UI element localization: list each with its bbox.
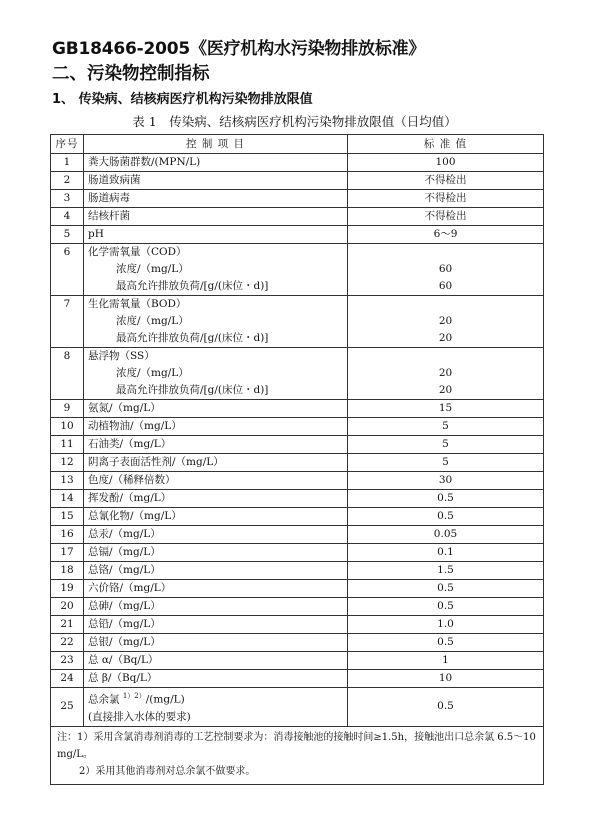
table-notes-row bbox=[51, 726, 544, 784]
item-name: 总余氯 bbox=[88, 693, 120, 706]
row-serial: 25 bbox=[51, 688, 84, 727]
row-value: 15 bbox=[348, 400, 544, 418]
row-serial: 24 bbox=[51, 670, 84, 688]
row-item: 总汞/（mg/L） bbox=[84, 526, 348, 544]
table-row bbox=[51, 436, 544, 454]
row-item: pH bbox=[84, 226, 348, 244]
note-1: 注：1）采用含氯消毒剂消毒的工艺控制要求为：消毒接触池的接触时间≥1.5h，接触池出口总余氯 6.5～10 mg/L。 bbox=[57, 731, 536, 760]
item-label: 生化需氧量（BOD） bbox=[88, 298, 187, 310]
table-row bbox=[51, 508, 544, 526]
table-row bbox=[51, 688, 544, 727]
sub-item-label: 最高允许排放负荷/[g/(床位・d)] bbox=[116, 332, 269, 344]
row-serial: 11 bbox=[51, 436, 84, 454]
sub-item-value: 60 bbox=[438, 280, 453, 292]
row-item: 总氰化物/（mg/L） bbox=[84, 508, 348, 526]
row-value: 100 bbox=[348, 154, 544, 172]
row-item: 氨氮/（mg/L） bbox=[84, 400, 348, 418]
emission-limits-table bbox=[50, 134, 544, 785]
sub-item-value: 20 bbox=[438, 315, 453, 327]
table-notes bbox=[51, 726, 544, 784]
sub-item-label: 最高允许排放负荷/[g/(床位・d)] bbox=[116, 280, 269, 292]
row-serial: 3 bbox=[51, 190, 84, 208]
row-value: 5 bbox=[348, 454, 544, 472]
table-row bbox=[51, 598, 544, 616]
row-item: 六价铬/（mg/L） bbox=[84, 580, 348, 598]
table-row bbox=[51, 296, 544, 348]
row-serial: 8 bbox=[51, 348, 84, 400]
row-item: 总镉/（mg/L） bbox=[84, 544, 348, 562]
row-value: 5 bbox=[348, 436, 544, 454]
sub-item-value: 20 bbox=[438, 367, 453, 379]
table-row bbox=[51, 208, 544, 226]
row-serial: 21 bbox=[51, 616, 84, 634]
table-row bbox=[51, 526, 544, 544]
row-value: 0.1 bbox=[348, 544, 544, 562]
row-serial: 20 bbox=[51, 598, 84, 616]
header-item: 控 制 项 目 bbox=[84, 135, 348, 154]
item-label: 悬浮物（SS） bbox=[88, 350, 155, 362]
row-item: 肠道致病菌 bbox=[84, 172, 348, 190]
table-row bbox=[51, 190, 544, 208]
sub-item-label: 浓度/（mg/L） bbox=[116, 263, 189, 275]
row-serial: 18 bbox=[51, 562, 84, 580]
table-row bbox=[51, 226, 544, 244]
row-item: 总 α/（Bq/L） bbox=[84, 652, 348, 670]
table-row bbox=[51, 400, 544, 418]
row-item: 石油类/（mg/L） bbox=[84, 436, 348, 454]
row-value: 1 bbox=[348, 652, 544, 670]
row-item: 阴离子表面活性剂/（mg/L） bbox=[84, 454, 348, 472]
row-serial: 14 bbox=[51, 490, 84, 508]
row-value: 0.5 bbox=[348, 598, 544, 616]
table-row bbox=[51, 634, 544, 652]
sub-item-label: 浓度/（mg/L） bbox=[116, 315, 189, 327]
table-caption: 表 1 传染病、结核病医疗机构污染物排放限值（日均值） bbox=[132, 114, 457, 129]
row-value: 0.5 bbox=[348, 688, 544, 727]
row-serial: 10 bbox=[51, 418, 84, 436]
row-item: 总铬/（mg/L） bbox=[84, 562, 348, 580]
row-value bbox=[348, 244, 544, 296]
item-note: (直接排入水体的要求) bbox=[88, 710, 191, 723]
table-row bbox=[51, 490, 544, 508]
row-item: 挥发酚/（mg/L） bbox=[84, 490, 348, 508]
note-2: 2）采用其他消毒剂对总余氯不做要求。 bbox=[79, 765, 256, 777]
sub-item-label: 最高允许排放负荷/[g/(床位・d)] bbox=[116, 384, 269, 396]
sub-item-label: 浓度/（mg/L） bbox=[116, 367, 189, 379]
row-value: 不得检出 bbox=[348, 190, 544, 208]
table-row bbox=[51, 670, 544, 688]
row-serial: 19 bbox=[51, 580, 84, 598]
row-serial: 12 bbox=[51, 454, 84, 472]
footnote-reference: 1）2） bbox=[122, 692, 146, 700]
row-serial: 15 bbox=[51, 508, 84, 526]
sub-item-value: 60 bbox=[438, 263, 453, 275]
row-item: 总银/（mg/L） bbox=[84, 634, 348, 652]
row-value: 0.05 bbox=[348, 526, 544, 544]
sub-item-value: 20 bbox=[438, 384, 453, 396]
table-row bbox=[51, 544, 544, 562]
row-item bbox=[84, 688, 348, 727]
table-header-row bbox=[51, 135, 544, 154]
row-serial: 13 bbox=[51, 472, 84, 490]
table-row bbox=[51, 154, 544, 172]
row-serial: 5 bbox=[51, 226, 84, 244]
row-value: 1.5 bbox=[348, 562, 544, 580]
row-value: 0.5 bbox=[348, 490, 544, 508]
table-row bbox=[51, 348, 544, 400]
row-value: 0.5 bbox=[348, 508, 544, 526]
row-value: 6～9 bbox=[348, 226, 544, 244]
row-serial: 1 bbox=[51, 154, 84, 172]
sub-item-value: 20 bbox=[438, 332, 453, 344]
table-row bbox=[51, 172, 544, 190]
section-heading: 二、污染物控制指标 bbox=[52, 64, 210, 84]
item-unit: /(mg/L) bbox=[145, 693, 185, 706]
row-item: 总 β/（Bq/L） bbox=[84, 670, 348, 688]
row-serial: 9 bbox=[51, 400, 84, 418]
row-serial: 6 bbox=[51, 244, 84, 296]
row-serial: 17 bbox=[51, 544, 84, 562]
row-item: 粪大肠菌群数/(MPN/L) bbox=[84, 154, 348, 172]
row-value: 0.5 bbox=[348, 634, 544, 652]
row-value: 0.5 bbox=[348, 580, 544, 598]
row-serial: 2 bbox=[51, 172, 84, 190]
table-row bbox=[51, 652, 544, 670]
header-value: 标 准 值 bbox=[348, 135, 544, 154]
table-row bbox=[51, 580, 544, 598]
table-row bbox=[51, 454, 544, 472]
subsection-heading: 1、 传染病、结核病医疗机构污染物排放限值 bbox=[52, 92, 313, 107]
table-row bbox=[51, 472, 544, 490]
row-serial: 7 bbox=[51, 296, 84, 348]
item-label: 化学需氧量（COD） bbox=[88, 246, 187, 258]
row-serial: 22 bbox=[51, 634, 84, 652]
row-item bbox=[84, 244, 348, 296]
header-serial: 序号 bbox=[51, 135, 84, 154]
row-item bbox=[84, 296, 348, 348]
row-item: 总铅/（mg/L） bbox=[84, 616, 348, 634]
row-value bbox=[348, 348, 544, 400]
row-serial: 4 bbox=[51, 208, 84, 226]
table-row bbox=[51, 244, 544, 296]
item-label bbox=[88, 688, 343, 709]
row-value: 不得检出 bbox=[348, 172, 544, 190]
row-value: 1.0 bbox=[348, 616, 544, 634]
row-serial: 23 bbox=[51, 652, 84, 670]
row-item: 总砷/（mg/L） bbox=[84, 598, 348, 616]
row-value: 5 bbox=[348, 418, 544, 436]
row-serial: 16 bbox=[51, 526, 84, 544]
row-value: 30 bbox=[348, 472, 544, 490]
row-item: 动植物油/（mg/L） bbox=[84, 418, 348, 436]
row-item bbox=[84, 348, 348, 400]
row-item: 色度/（稀释倍数） bbox=[84, 472, 348, 490]
table-row bbox=[51, 418, 544, 436]
table-row bbox=[51, 562, 544, 580]
row-value: 不得检出 bbox=[348, 208, 544, 226]
document-title: GB18466-2005《医疗机构水污染物排放标准》 bbox=[52, 39, 426, 59]
row-value: 10 bbox=[348, 670, 544, 688]
table-row bbox=[51, 616, 544, 634]
row-item: 结核杆菌 bbox=[84, 208, 348, 226]
row-value bbox=[348, 296, 544, 348]
row-item: 肠道病毒 bbox=[84, 190, 348, 208]
